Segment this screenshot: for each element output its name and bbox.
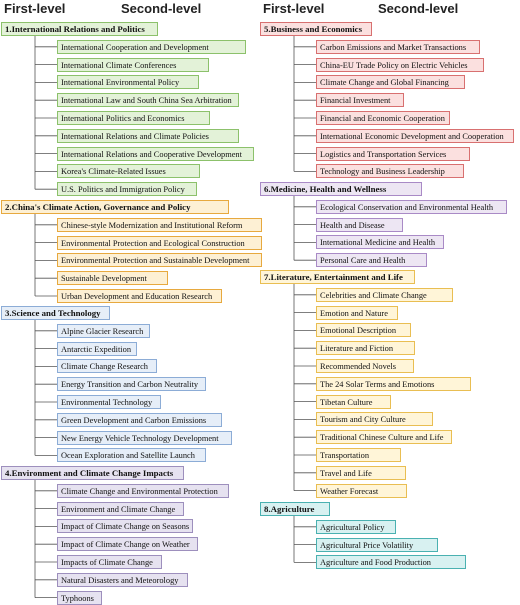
subcategory-item: Natural Disasters and Meteorology — [57, 573, 188, 587]
subcategory-item: Green Development and Carbon Emissions — [57, 413, 222, 427]
header-left-first-level: First-level — [4, 1, 66, 16]
subcategory-item: Urban Development and Education Research — [57, 289, 222, 303]
subcategory-item: Tibetan Culture — [316, 395, 391, 409]
subcategory-item: Ocean Exploration and Satellite Launch — [57, 448, 206, 462]
subcategory-item: U.S. Politics and Immigration Policy — [57, 182, 197, 196]
subcategory-item: Health and Disease — [316, 218, 403, 232]
subcategory-item: International Medicine and Health — [316, 235, 444, 249]
subcategory-item: Financial Investment — [316, 93, 404, 107]
subcategory-item: Logistics and Transportation Services — [316, 147, 470, 161]
header-left-second-level: Second-level — [121, 1, 202, 16]
subcategory-item: Agriculture and Food Production — [316, 555, 466, 569]
subcategory-item: Environmental Technology — [57, 395, 161, 409]
category-1-box: 1.International Relations and Politics — [1, 22, 158, 36]
subcategory-item: Climate Change Research — [57, 359, 157, 373]
subcategory-item: Korea's Climate-Related Issues — [57, 164, 200, 178]
subcategory-item: Personal Care and Health — [316, 253, 427, 267]
subcategory-item: International Environmental Policy — [57, 75, 199, 89]
category-6-box: 6.Medicine, Health and Wellness — [260, 182, 422, 196]
subcategory-item: Agricultural Price Volatility — [316, 538, 438, 552]
subcategory-item: New Energy Vehicle Technology Development — [57, 431, 232, 445]
subcategory-item: Literature and Fiction — [316, 341, 415, 355]
subcategory-item: Environmental Protection and Sustainable Development — [57, 253, 262, 267]
subcategory-item: Sustainable Development — [57, 271, 168, 285]
subcategory-item: Emotional Description — [316, 323, 411, 337]
subcategory-item: China-EU Trade Policy on Electric Vehicles — [316, 58, 484, 72]
subcategory-item: Emotion and Nature — [316, 306, 398, 320]
header-right-first-level: First-level — [263, 1, 325, 16]
category-7-box: 7.Literature, Entertainment and Life — [260, 270, 415, 284]
subcategory-item: International Economic Development and Cooperation — [316, 129, 514, 143]
subcategory-item: Recommended Novels — [316, 359, 414, 373]
subcategory-item: Antarctic Expedition — [57, 342, 137, 356]
subcategory-item: International Relations and Climate Policies — [57, 129, 239, 143]
subcategory-item: International Law and South China Sea Arbitration — [57, 93, 239, 107]
subcategory-item: Transportation — [316, 448, 401, 462]
category-3-box: 3.Science and Technology — [1, 306, 110, 320]
subcategory-item: Agricultural Policy — [316, 520, 396, 534]
subcategory-item: International Climate Conferences — [57, 58, 209, 72]
subcategory-item: Weather Forecast — [316, 484, 407, 498]
subcategory-item: The 24 Solar Terms and Emotions — [316, 377, 471, 391]
subcategory-item: Carbon Emissions and Market Transactions — [316, 40, 480, 54]
subcategory-item: Energy Transition and Carbon Neutrality — [57, 377, 206, 391]
subcategory-item: International Cooperation and Development — [57, 40, 246, 54]
subcategory-item: International Politics and Economics — [57, 111, 210, 125]
subcategory-item: Environment and Climate Change — [57, 502, 184, 516]
subcategory-item: Celebrities and Climate Change — [316, 288, 453, 302]
subcategory-item: Impact of Climate Change on Weather — [57, 537, 198, 551]
subcategory-item: Typhoons — [57, 591, 102, 605]
subcategory-item: Alpine Glacier Research — [57, 324, 150, 338]
category-2-box: 2.China's Climate Action, Governance and Policy — [1, 200, 229, 214]
category-4-box: 4.Environment and Climate Change Impacts — [1, 466, 184, 480]
subcategory-item: Technology and Business Leadership — [316, 164, 464, 178]
subcategory-item: Climate Change and Environmental Protection — [57, 484, 229, 498]
subcategory-item: Impacts of Climate Change — [57, 555, 162, 569]
subcategory-item: International Relations and Cooperative Development — [57, 147, 254, 161]
subcategory-item: Ecological Conservation and Environmental Health — [316, 200, 507, 214]
category-5-box: 5.Business and Economics — [260, 22, 372, 36]
subcategory-item: Environmental Protection and Ecological Construction — [57, 236, 262, 250]
header-right-second-level: Second-level — [378, 1, 459, 16]
subcategory-item: Chinese-style Modernization and Institutional Reform — [57, 218, 262, 232]
subcategory-item: Travel and Life — [316, 466, 406, 480]
subcategory-item: Tourism and City Culture — [316, 412, 433, 426]
subcategory-item: Financial and Economic Cooperation — [316, 111, 450, 125]
subcategory-item: Traditional Chinese Culture and Life — [316, 430, 452, 444]
subcategory-item: Climate Change and Global Financing — [316, 75, 465, 89]
subcategory-item: Impact of Climate Change on Seasons — [57, 519, 193, 533]
category-8-box: 8.Agriculture — [260, 502, 330, 516]
